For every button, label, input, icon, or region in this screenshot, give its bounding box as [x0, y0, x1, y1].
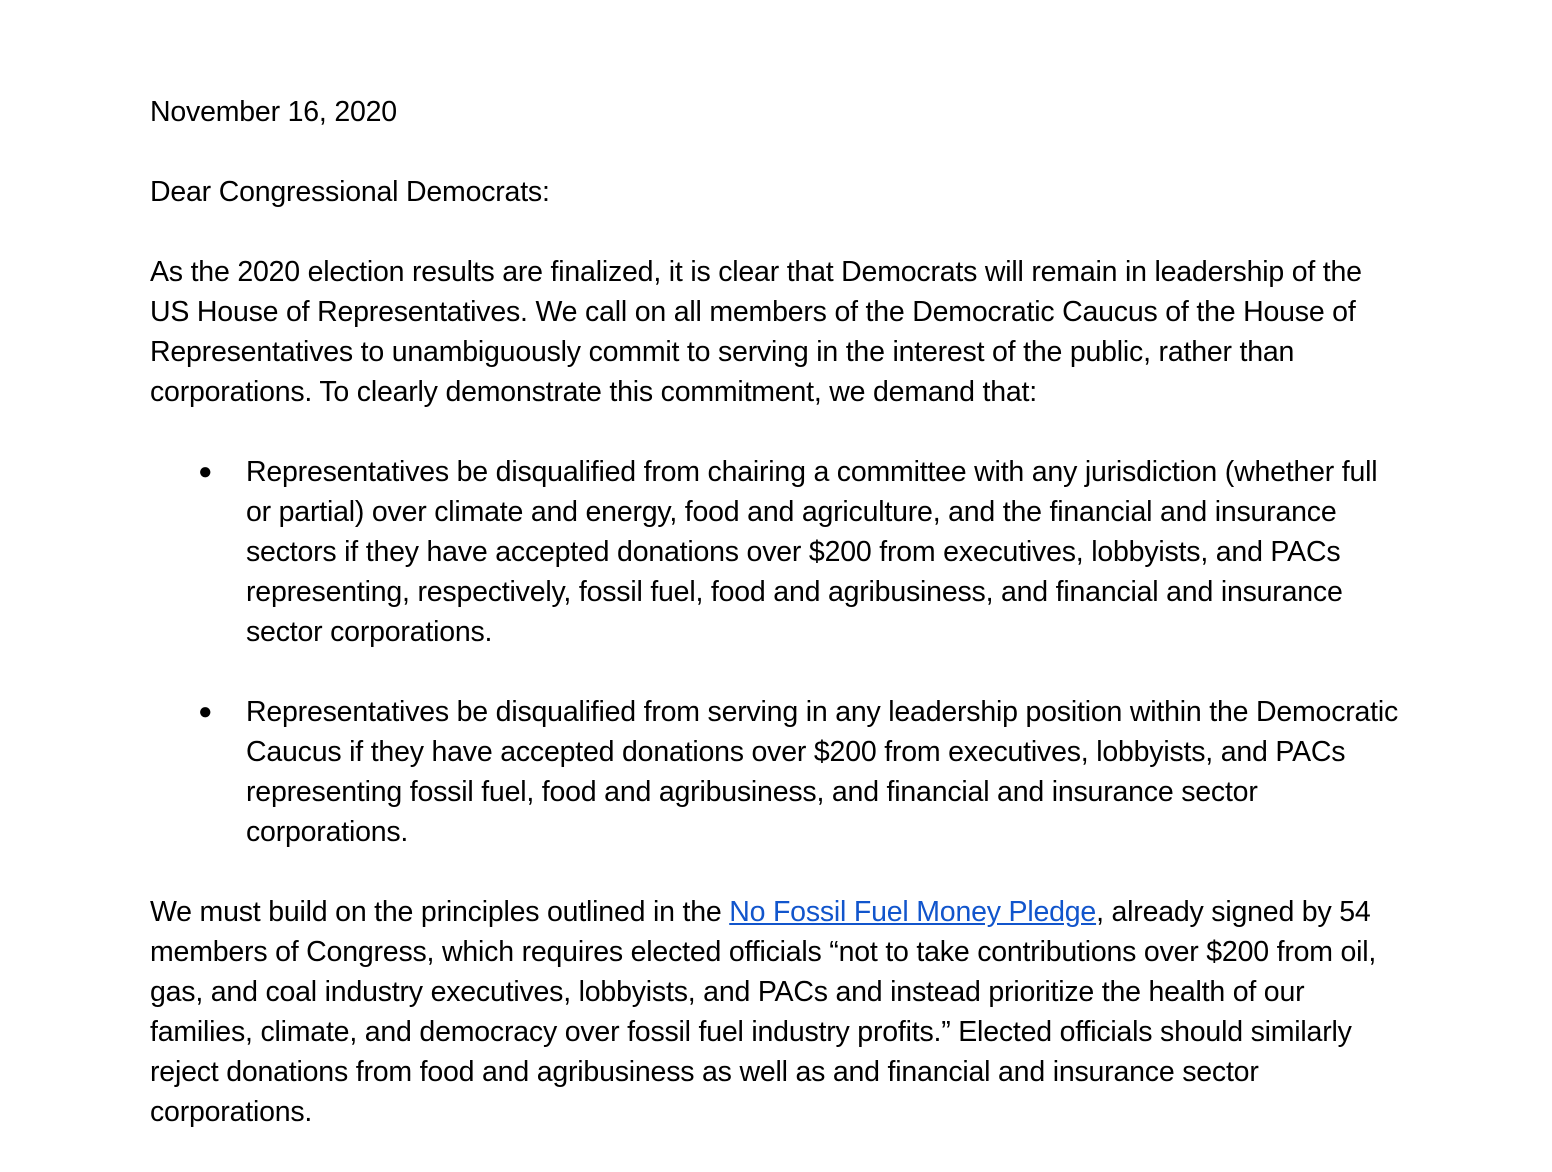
- bullet-icon: ●: [198, 698, 213, 725]
- letter-date: November 16, 2020: [150, 96, 397, 128]
- letter-body: [150, 92, 1400, 1172]
- intro-paragraph: As the 2020 election results are finalized, it is clear that Democrats will remain in leadership of the US House of Representatives. We call on all members of the Democratic Caucus of the House of Representatives to unambiguously commit to serving in the interest of the public, rather than corporations. To clearly demonstrate this commitment, we demand that:: [150, 256, 1362, 408]
- pledge-link[interactable]: No Fossil Fuel Money Pledge: [729, 896, 1097, 928]
- demand-text: Representatives be disqualified from chairing a committee with any jurisdiction (whether full or partial) over climate and energy, food and agriculture, and the financial and insurance sectors if they have accepted donations over $200 from executives, lobbyists, and PACs representing, respectively, fossil fuel, food and agribusiness, and financial and insurance sector corporations.: [246, 456, 1378, 648]
- closing-paragraph: [150, 892, 1400, 1132]
- demand-text: Representatives be disqualified from serving in any leadership position within the Democratic Caucus if they have accepted donations over $200 from executives, lobbyists, and PACs representing fossil fuel, food and agribusiness, and financial and insurance sector corporations.: [246, 696, 1399, 848]
- closing-text-after-link: , already signed by 54 members of Congress, which requires elected officials “not to take contributions over $200 from oil, gas, and coal industry executives, lobbyists, and PACs and instead prioritize the health of our families, climate, and democracy over fossil fuel industry profits.” Elected officials should similarly reject donations from food and agribusiness as well as and financial and insurance sector corporations.: [150, 896, 1377, 1128]
- closing-text-before-link: We must build on the principles outlined in the: [150, 896, 730, 928]
- demand-item: [150, 692, 1400, 852]
- demands-list: [150, 452, 1400, 852]
- demand-item: [150, 452, 1400, 652]
- bullet-icon: ●: [198, 458, 213, 485]
- letter-salutation: Dear Congressional Democrats:: [150, 176, 550, 208]
